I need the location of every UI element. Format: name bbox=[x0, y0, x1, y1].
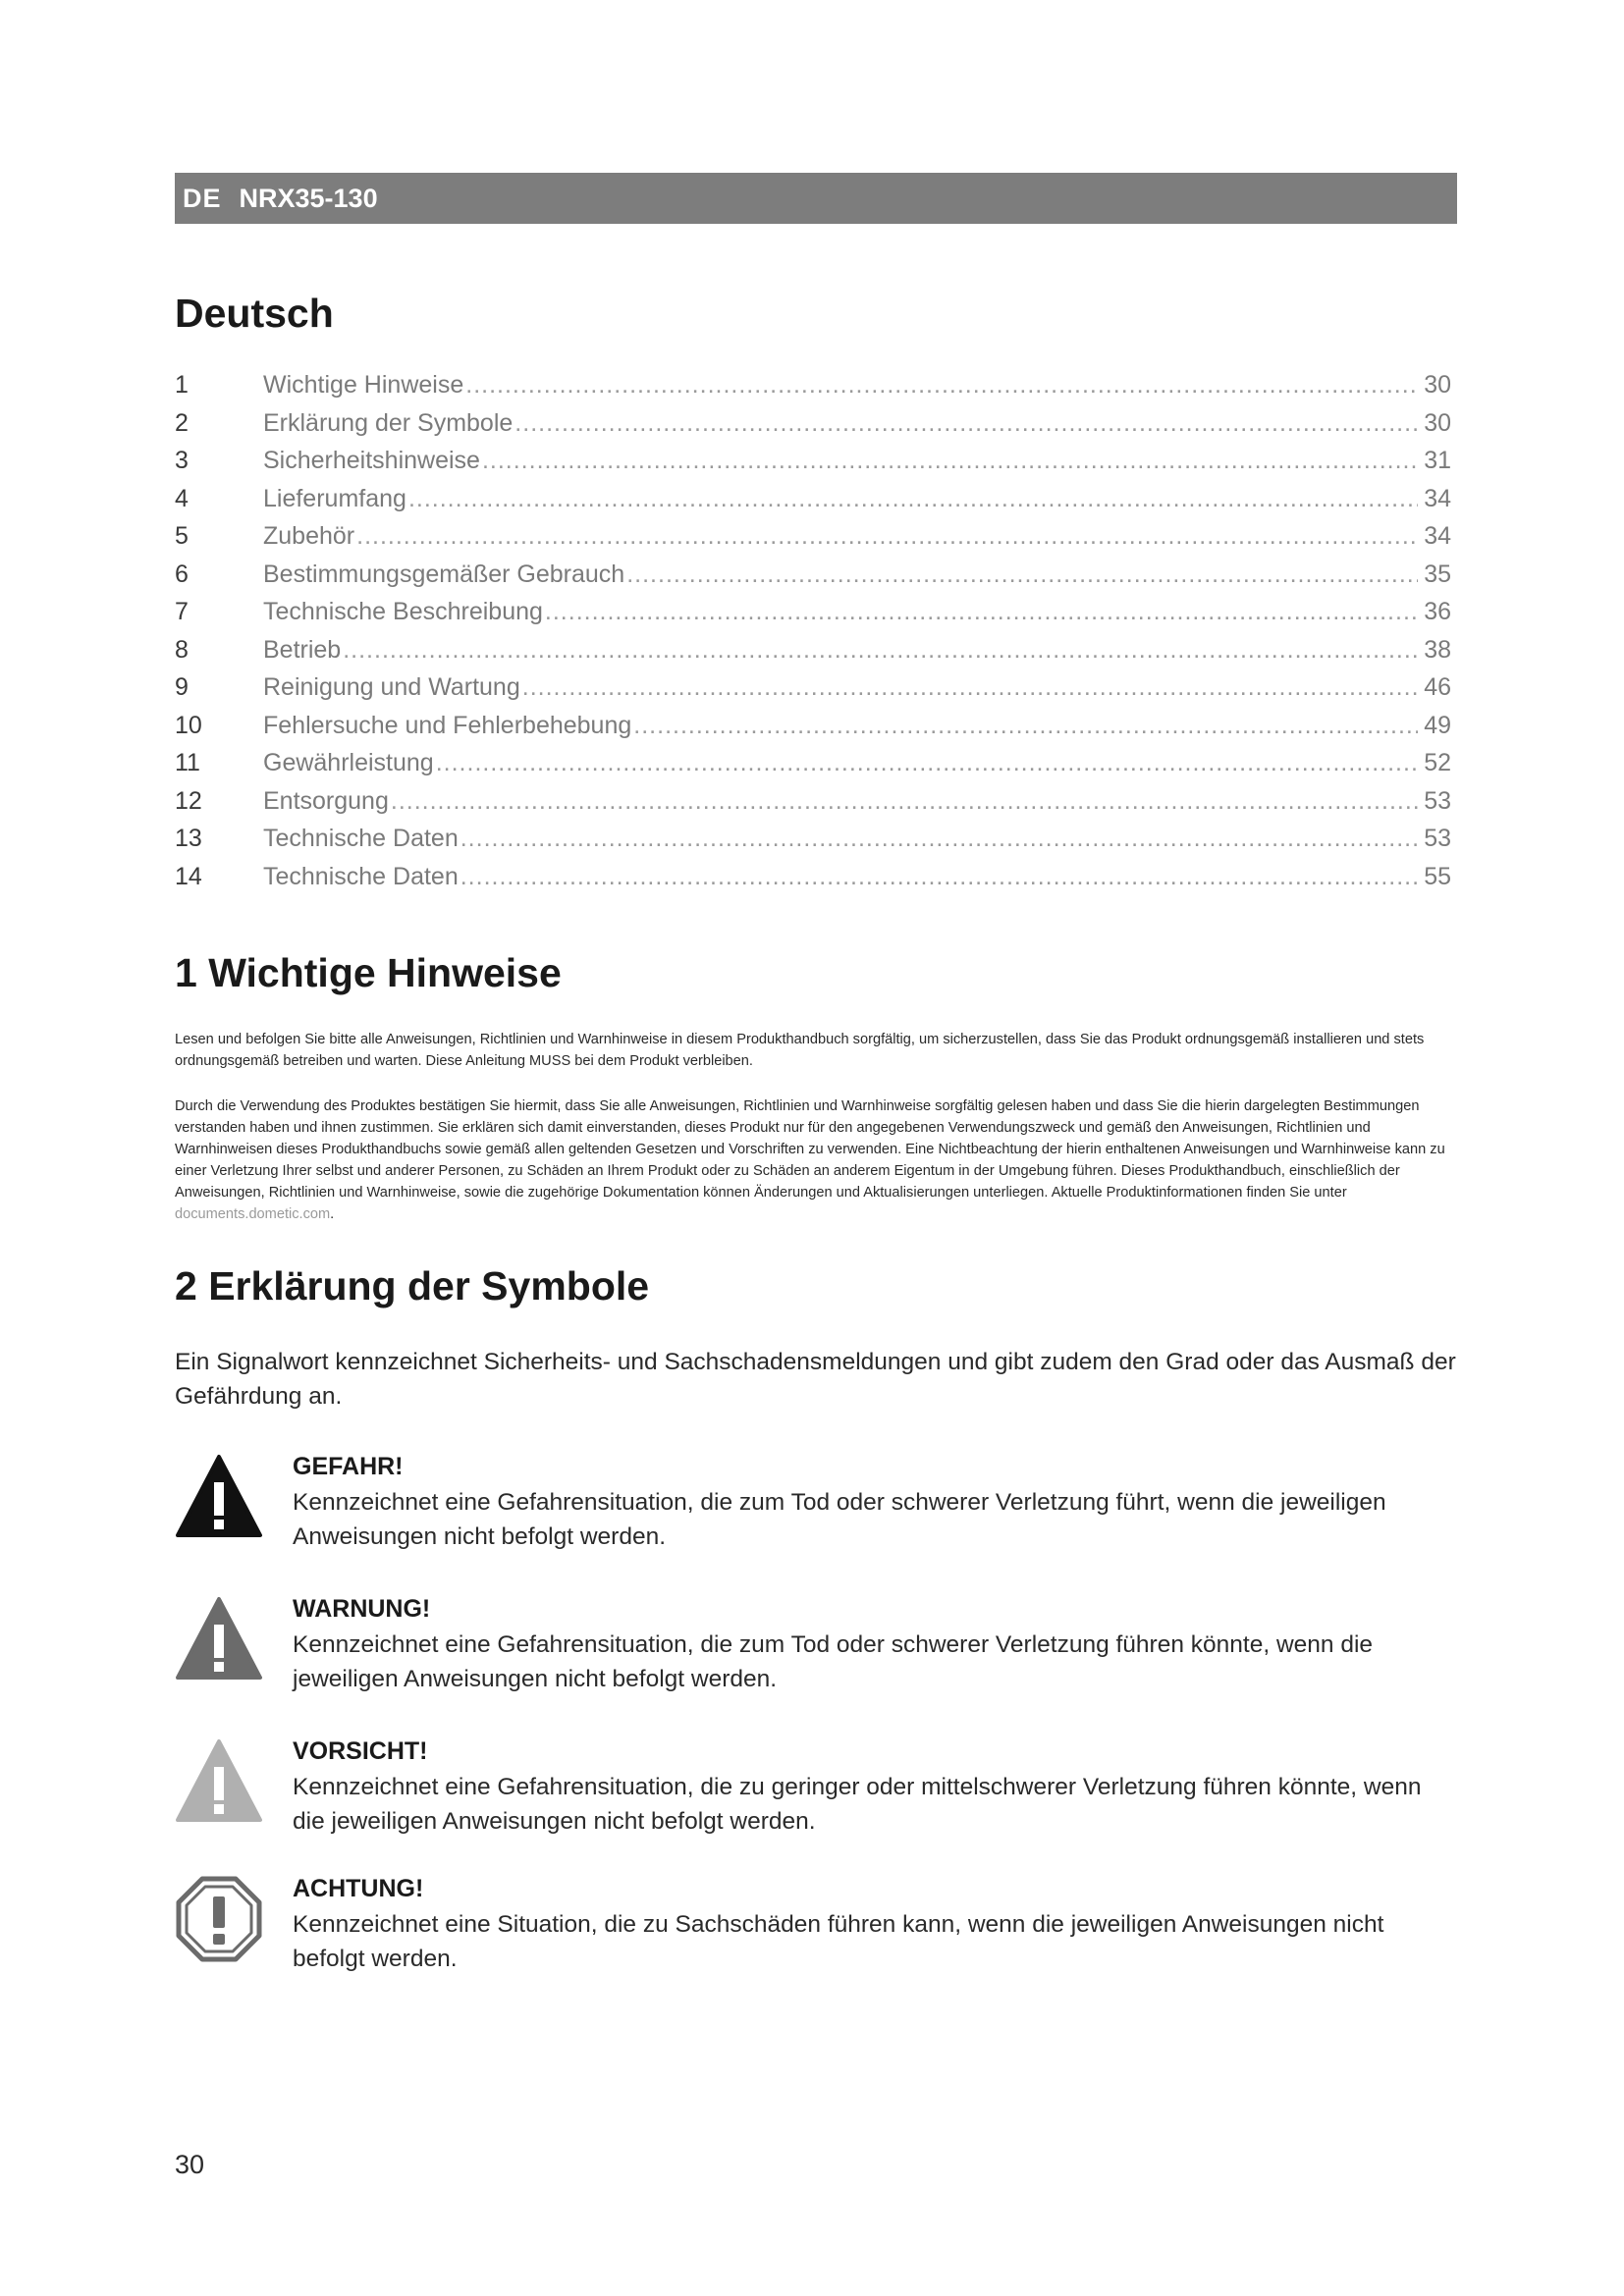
toc-leader bbox=[482, 447, 1418, 475]
toc-number: 5 bbox=[175, 522, 189, 550]
model-name: NRX35-130 bbox=[239, 183, 378, 213]
toc-page: 36 bbox=[1424, 598, 1451, 625]
toc-page: 30 bbox=[1424, 408, 1451, 437]
toc-entry[interactable] bbox=[175, 712, 1451, 750]
toc-leader bbox=[522, 673, 1418, 702]
toc-number: 4 bbox=[175, 484, 189, 512]
document-title: Deutsch bbox=[175, 291, 334, 336]
toc-page: 30 bbox=[1424, 371, 1451, 399]
toc-number: 10 bbox=[175, 711, 202, 739]
toc-leader bbox=[408, 485, 1418, 513]
signal-description: Kennzeichnet eine Gefahrensituation, die zu geringer oder mittelschwerer Verletzung führen könnte, wenn die jeweiligen Anweisungen nicht befolgt werden. bbox=[293, 1774, 1422, 1835]
toc-entry[interactable] bbox=[175, 825, 1451, 863]
signal-word: ACHTUNG! bbox=[293, 1875, 424, 1902]
toc-leader bbox=[633, 712, 1418, 740]
warning-triangle-icon bbox=[175, 1595, 263, 1683]
toc-label: Technische Daten bbox=[263, 862, 459, 890]
signal-word: GEFAHR! bbox=[293, 1453, 404, 1480]
header-bar bbox=[175, 173, 1457, 224]
page-number: 30 bbox=[175, 2150, 205, 2179]
toc-entry[interactable] bbox=[175, 371, 1451, 409]
signal-warning bbox=[175, 1595, 1461, 1713]
caution-triangle-icon bbox=[175, 1737, 263, 1826]
toc-leader bbox=[514, 409, 1418, 438]
toc-number: 7 bbox=[175, 598, 189, 625]
toc-number: 8 bbox=[175, 635, 189, 664]
toc-page: 34 bbox=[1424, 484, 1451, 512]
toc-entry[interactable] bbox=[175, 598, 1451, 636]
toc-leader bbox=[460, 825, 1418, 853]
signal-word: WARNUNG! bbox=[293, 1595, 431, 1623]
signal-notice bbox=[175, 1875, 1461, 1993]
toc-number: 12 bbox=[175, 786, 202, 815]
usage-agreement-paragraph bbox=[175, 1095, 1451, 1225]
toc-entry[interactable] bbox=[175, 485, 1451, 523]
toc-label: Betrieb bbox=[263, 635, 342, 664]
toc-leader bbox=[460, 863, 1418, 891]
toc-entry[interactable] bbox=[175, 636, 1451, 674]
toc-entry[interactable] bbox=[175, 787, 1451, 826]
toc-label: Wichtige Hinweise bbox=[263, 371, 464, 399]
toc-number: 3 bbox=[175, 447, 189, 474]
toc-page: 31 bbox=[1424, 447, 1451, 474]
toc-number: 9 bbox=[175, 673, 189, 701]
toc-page: 55 bbox=[1424, 862, 1451, 890]
signal-description: Kennzeichnet eine Gefahrensituation, die zum Tod oder schwerer Verletzung führt, wenn die jeweiligen Anweisungen nicht befolgt werden. bbox=[293, 1489, 1386, 1550]
toc-page: 46 bbox=[1424, 673, 1451, 701]
toc-label: Reinigung und Wartung bbox=[263, 673, 520, 701]
toc-label: Bestimmungsgemäßer Gebrauch bbox=[263, 560, 625, 588]
language-code: DE bbox=[183, 183, 222, 213]
toc-entry[interactable] bbox=[175, 522, 1451, 561]
signal-danger bbox=[175, 1453, 1461, 1571]
toc-number: 13 bbox=[175, 825, 202, 852]
section-heading-symbols: 2 Erklärung der Symbole bbox=[175, 1263, 650, 1308]
toc-label: Entsorgung bbox=[263, 786, 389, 815]
toc-entry[interactable] bbox=[175, 409, 1451, 448]
toc-entry[interactable] bbox=[175, 749, 1451, 787]
toc-page: 38 bbox=[1424, 635, 1451, 664]
toc-label: Zubehör bbox=[263, 522, 355, 550]
toc-leader bbox=[626, 561, 1418, 589]
toc-number: 14 bbox=[175, 862, 202, 890]
toc-label: Technische Beschreibung bbox=[263, 598, 543, 625]
toc-leader bbox=[343, 636, 1418, 665]
usage-agreement-text: Durch die Verwendung des Produktes bestätigen Sie hiermit, dass Sie alle Anweisungen, Richtlinien und Warnhinweise sorgfältig gelesen haben und dass Sie die hierin dargelegten Bestimmungen verstanden haben und ihnen zustimmen. Sie erklären sich damit einverstanden, dieses Produkt nur für den angegebenen Verwendungszweck und gemäß den Anweisungen, Richtlinien und Warnhinweisen dieses Produkthandbuchs sowie gemäß allen geltenden Gesetzen und Vorschriften zu verwenden. Eine Nichtbeachtung der hierin enthaltenen Anweisungen und Warnhinweise kann zu einer Verletzung Ihrer selbst und anderer Personen, zu Schäden an Ihrem Produkt oder zu Schäden an anderem Eigentum in der Umgebung führen. Dieses Produkthandbuch, einschließlich der Anweisungen, Richtlinien und Warnhinweise, sowie die zugehörige Dokumentation können Änderungen und Aktualisierungen unterliegen. Aktuelle Produktinformationen finden Sie unter bbox=[175, 1098, 1445, 1201]
toc-entry[interactable] bbox=[175, 561, 1451, 599]
toc-page: 35 bbox=[1424, 560, 1451, 588]
toc-label: Erklärung der Symbole bbox=[263, 408, 514, 437]
usage-agreement-end: . bbox=[330, 1206, 335, 1222]
signal-description: Kennzeichnet eine Gefahrensituation, die zum Tod oder schwerer Verletzung führen könnte, wenn die jeweiligen Anweisungen nicht befolgt werden. bbox=[293, 1631, 1374, 1692]
toc-number: 11 bbox=[175, 749, 200, 776]
toc-page: 52 bbox=[1424, 749, 1451, 776]
signal-caution bbox=[175, 1737, 1461, 1855]
toc-leader bbox=[436, 749, 1418, 777]
documents-link[interactable]: documents.dometic.com bbox=[175, 1206, 331, 1222]
toc-entry[interactable] bbox=[175, 447, 1451, 485]
toc-number: 6 bbox=[175, 560, 189, 588]
toc-leader bbox=[356, 522, 1418, 551]
toc-entry[interactable] bbox=[175, 863, 1451, 901]
signal-word: VORSICHT! bbox=[293, 1737, 428, 1765]
toc-page: 53 bbox=[1424, 825, 1451, 852]
toc-entry[interactable] bbox=[175, 673, 1451, 712]
toc-page: 34 bbox=[1424, 522, 1451, 550]
toc-label: Gewährleistung bbox=[263, 749, 434, 776]
toc-label: Fehlersuche und Fehlerbehebung bbox=[263, 711, 632, 739]
toc-page: 49 bbox=[1424, 711, 1451, 739]
toc-page: 53 bbox=[1424, 786, 1451, 815]
toc-label: Technische Daten bbox=[263, 825, 459, 852]
section-heading-important-notes: 1 Wichtige Hinweise bbox=[175, 950, 562, 995]
notice-octagon-icon bbox=[175, 1875, 263, 1963]
table-of-contents bbox=[175, 371, 1451, 900]
symbols-intro: Ein Signalwort kennzeichnet Sicherheits- und Sachschadensmeldungen und gibt zudem den Grad oder das Ausmaß der Gefährdung an. bbox=[175, 1349, 1456, 1410]
toc-leader bbox=[391, 787, 1418, 816]
toc-label: Lieferumfang bbox=[263, 484, 406, 512]
toc-label: Sicherheitshinweise bbox=[263, 447, 480, 474]
toc-leader bbox=[545, 598, 1418, 626]
toc-leader bbox=[465, 371, 1418, 400]
toc-number: 1 bbox=[175, 371, 189, 399]
danger-triangle-icon bbox=[175, 1453, 263, 1541]
signal-description: Kennzeichnet eine Situation, die zu Sachschäden führen kann, wenn die jeweiligen Anweisungen nicht befolgt werden. bbox=[293, 1911, 1384, 1972]
important-notes-paragraph: Lesen und befolgen Sie bitte alle Anweisungen, Richtlinien und Warnhinweise in diesem Produkthandbuch sorgfältig, um sicherzustellen, dass Sie das Produkt ordnungsgemäß installieren und stets ordnungsgemäß betreiben und warten. Diese Anleitung MUSS bei dem Produkt verbleiben. bbox=[175, 1032, 1425, 1069]
toc-number: 2 bbox=[175, 408, 189, 437]
